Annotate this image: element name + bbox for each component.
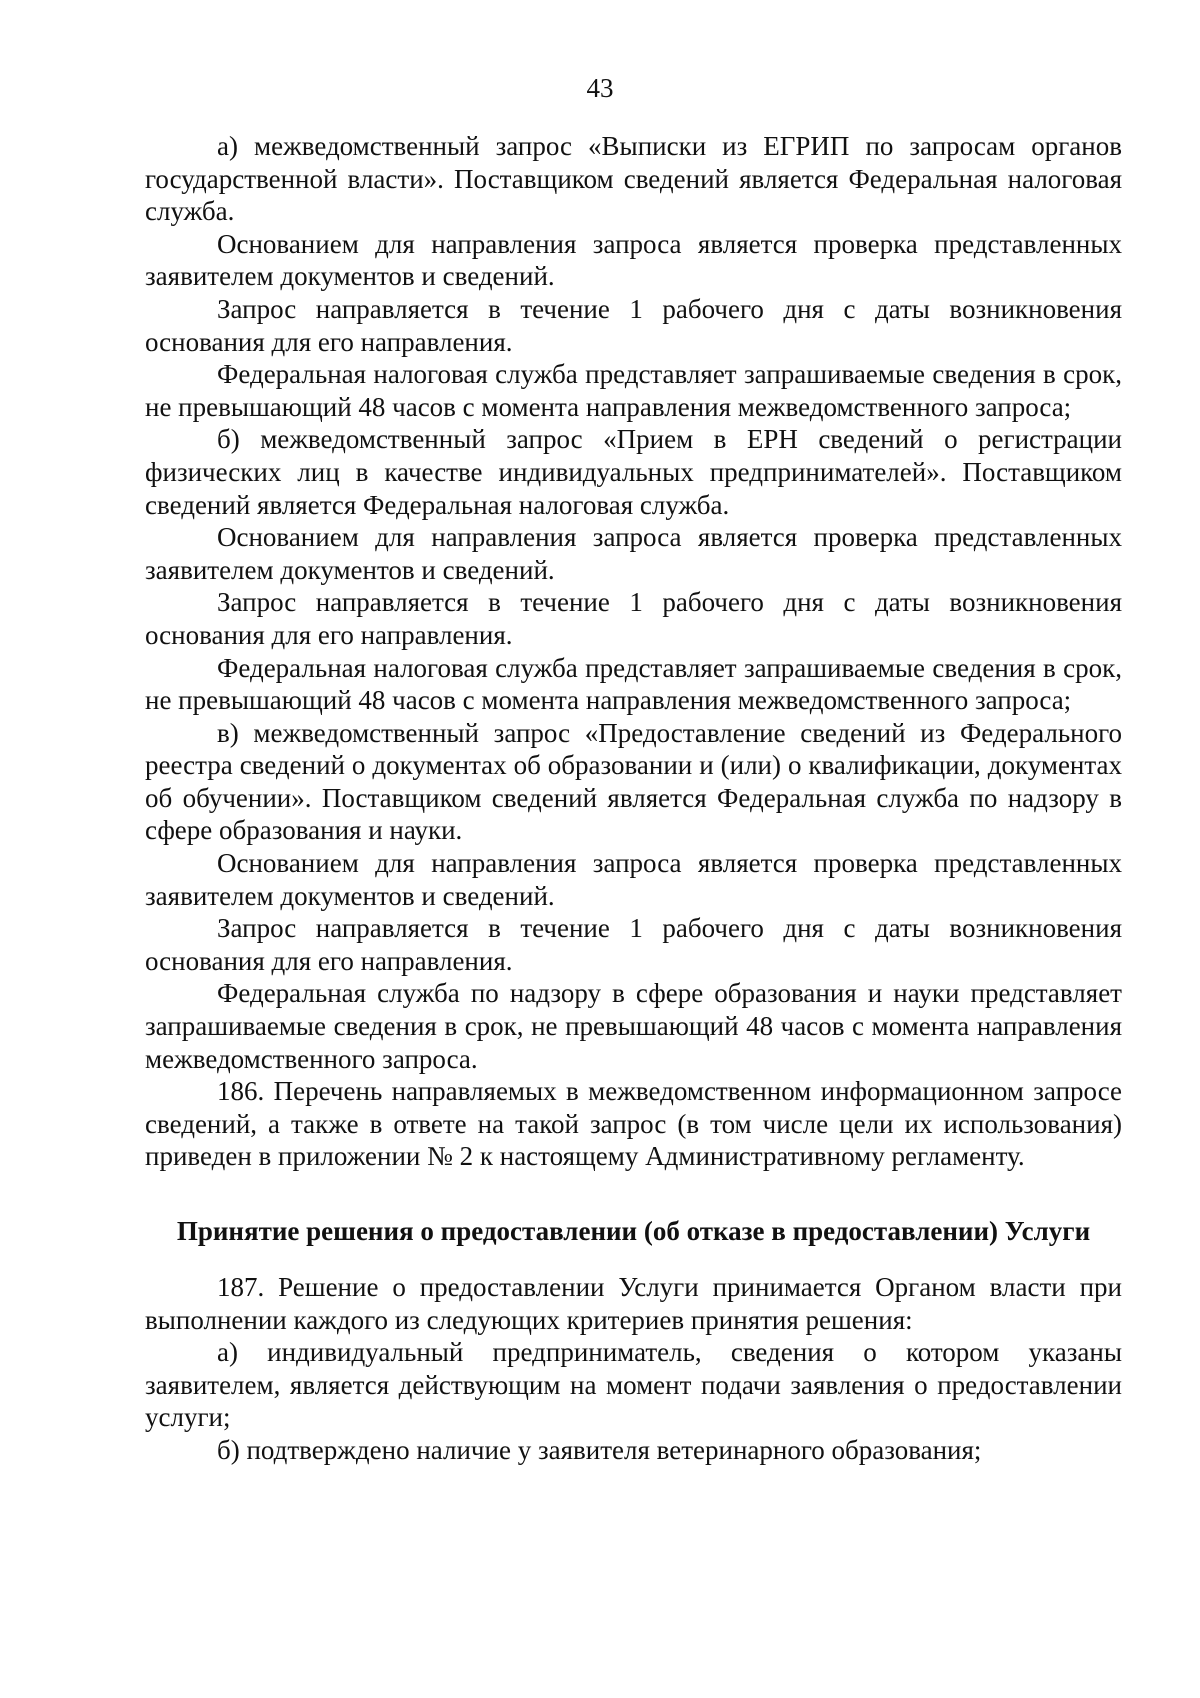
document-body <box>145 130 1122 1467</box>
paragraph-request-timing: Запрос направляется в течение 1 рабочего дня с даты возникновения основания для его направления. <box>145 293 1122 357</box>
paragraph-request-basis: Основанием для направления запроса является проверка представленных заявителем документов и сведений. <box>145 848 1122 911</box>
paragraph-response-deadline: Федеральная служба по надзору в сфере образования и науки представляет запрашиваемые сведения в срок, не превышающий 48 часов с момента направления межведомственного запроса. <box>145 978 1122 1074</box>
paragraph-response-deadline: Федеральная налоговая служба представляет запрашиваемые сведения в срок, не превышающий 48 часов с момента направления межведомственного запроса; <box>145 359 1122 422</box>
paragraph-b-ern-request: б) межведомственный запрос «Прием в ЕРН сведений о регистрации физических лиц в качестве индивидуальных предпринимателей». Поставщиком сведений является Федеральная налоговая служба. <box>145 424 1122 520</box>
paragraph-a-egrip-request: а) межведомственный запрос «Выписки из ЕГРИП по запросам органов государственной власти». Поставщиком сведений является Федеральная налоговая служба. <box>145 131 1122 227</box>
paragraph-186-request-list: 186. Перечень направляемых в межведомственном информационном запросе сведений, а также в ответе на такой запрос (в том числе цели их использования) приведен в приложении № 2 к настоящему Административному регламенту. <box>145 1076 1122 1172</box>
paragraph-request-timing: Запрос направляется в течение 1 рабочего дня с даты возникновения основания для его направления. <box>145 587 1122 650</box>
paragraph-response-deadline: Федеральная налоговая служба представляет запрашиваемые сведения в срок, не превышающий 48 часов с момента направления межведомственного запроса; <box>145 652 1122 716</box>
paragraph-request-basis: Основанием для направления запроса является проверка представленных заявителем документов и сведений. <box>145 522 1122 585</box>
section-heading: Принятие решения о предоставлении (об отказе в предоставлении) Услуги <box>176 1216 1091 1246</box>
paragraph-criterion-a: а) индивидуальный предприниматель, сведения о котором указаны заявителем, является действующим на момент подачи заявления о предоставлении услуги; <box>145 1337 1122 1433</box>
paragraph-v-education-registry-request: в) межведомственный запрос «Предоставление сведений из Федерального реестра сведений о документах об образовании и (или) о квалификации, документах об обучении». Поставщиком сведений является Федеральная служба по надзору в сфере образования и науки. <box>145 717 1122 846</box>
paragraph-187-decision: 187. Решение о предоставлении Услуги принимается Органом власти при выполнении каждого из следующих критериев принятия решения: <box>145 1272 1122 1335</box>
paragraph-request-timing: Запрос направляется в течение 1 рабочего дня с даты возникновения основания для его направления. <box>145 913 1122 976</box>
paragraph-criterion-b: б) подтверждено наличие у заявителя ветеринарного образования; <box>217 1434 982 1465</box>
page-number: 43 <box>586 73 614 103</box>
paragraph-request-basis: Основанием для направления запроса является проверка представленных заявителем документов и сведений. <box>145 228 1122 292</box>
